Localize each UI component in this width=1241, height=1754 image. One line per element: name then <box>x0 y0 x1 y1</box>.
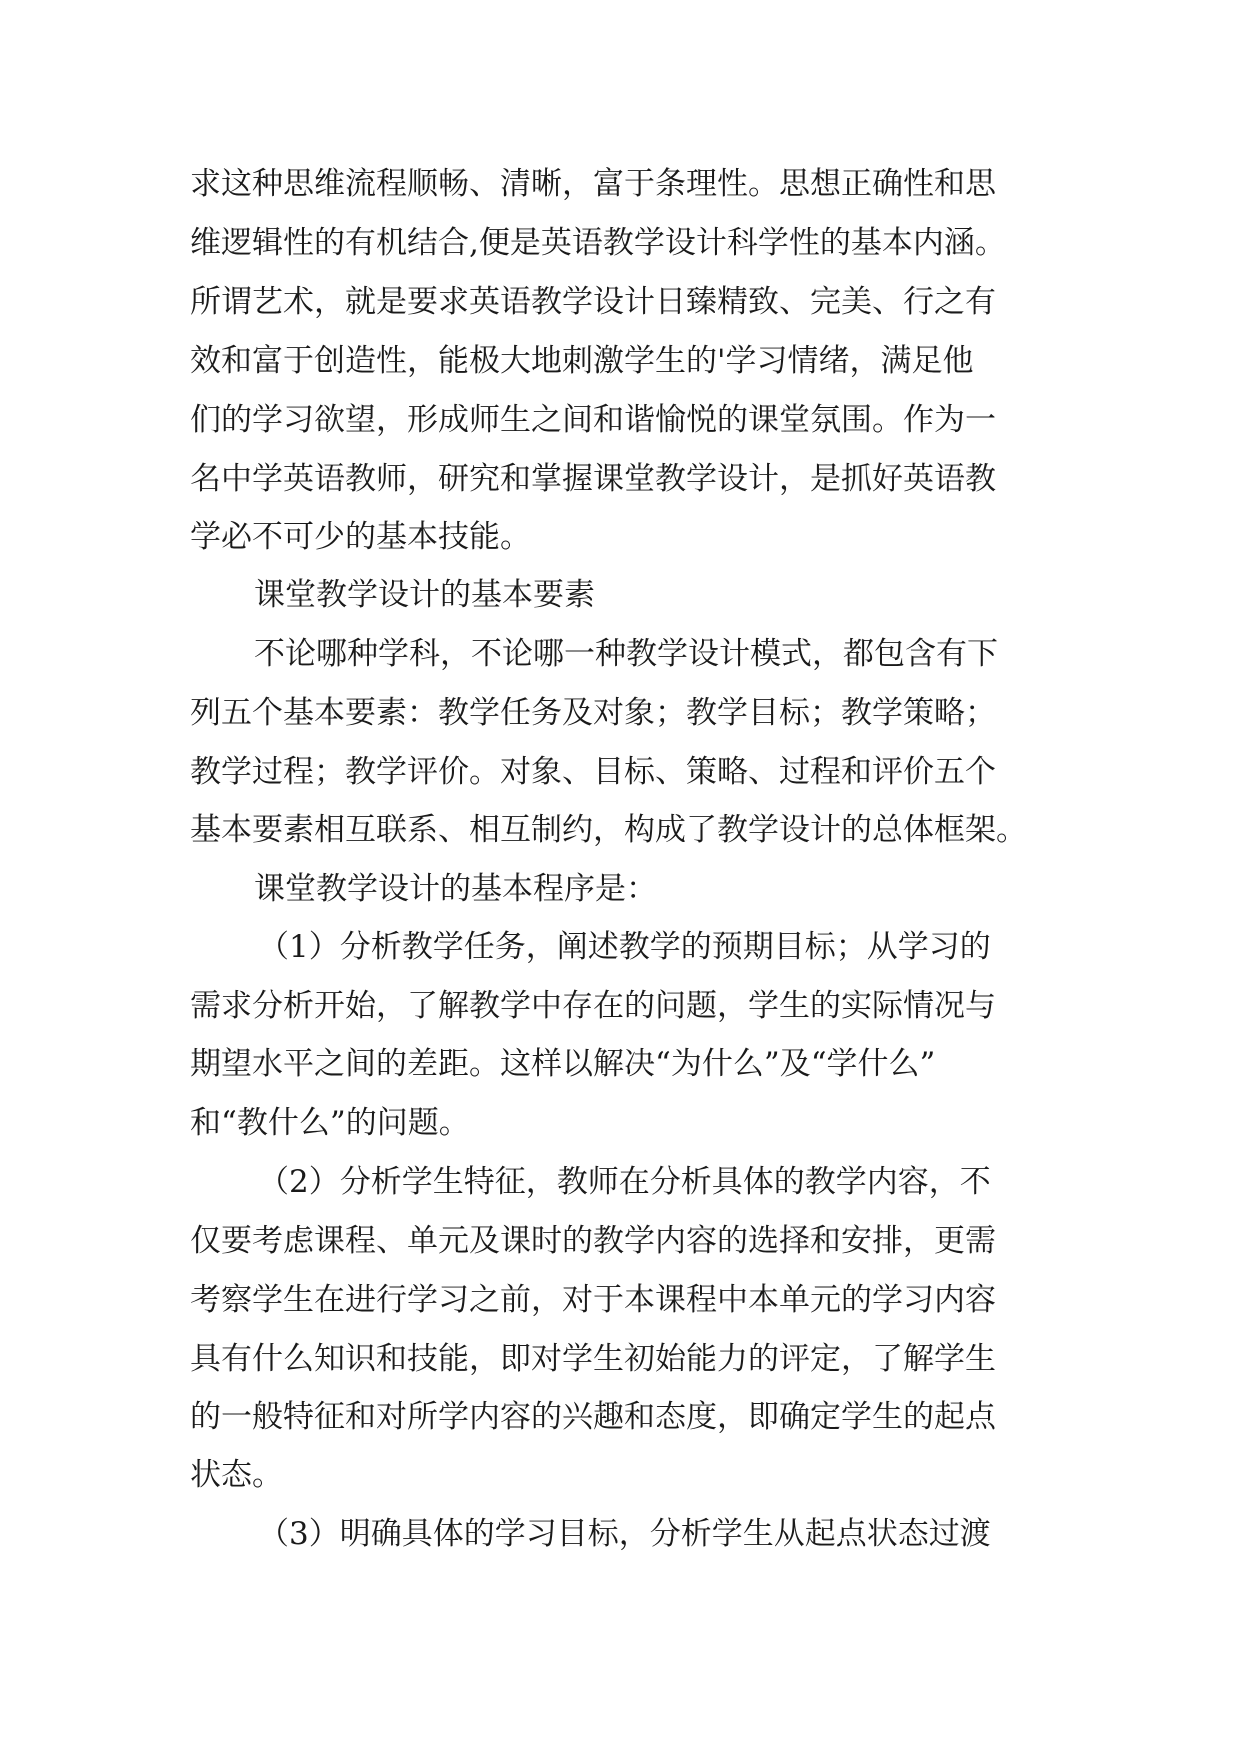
body-text-line: 所谓艺术，就是要求英语教学设计日臻精致、完美、行之有 <box>190 284 996 320</box>
body-text-line: 列五个基本要素：教学任务及对象；教学目标；教学策略； <box>190 695 996 731</box>
body-text-line: 教学过程；教学评价。对象、目标、策略、过程和评价五个 <box>190 754 996 790</box>
body-text-line: 基本要素相互联系、相互制约，构成了教学设计的总体框架。 <box>190 812 1027 848</box>
body-text-line: 课堂教学设计的基本程序是： <box>254 871 657 907</box>
body-text-line: 和“教什么”的问题。 <box>190 1105 470 1141</box>
body-text-line: 需求分析开始，了解教学中存在的问题，学生的实际情况与 <box>190 988 996 1024</box>
body-text-line: 们的学习欲望，形成师生之间和谐愉悦的课堂氛围。作为一 <box>190 402 996 438</box>
body-text-line: 仅要考虑课程、单元及课时的教学内容的选择和安排，更需 <box>190 1223 996 1259</box>
body-text-line: 维逻辑性的有机结合,便是英语教学设计科学性的基本内涵。 <box>190 225 1006 261</box>
numbered-item-line: （3）明确具体的学习目标，分析学生从起点状态过渡 <box>258 1516 991 1552</box>
body-text-line: 状态。 <box>190 1457 283 1493</box>
body-text-line: 求这种思维流程顺畅、清晰，富于条理性。思想正确性和思 <box>190 166 996 202</box>
section-heading: 课堂教学设计的基本要素 <box>254 577 595 613</box>
body-text-line: 效和富于创造性，能极大地刺激学生的'学习情绪，满足他 <box>190 343 974 379</box>
numbered-item-line: （1）分析教学任务，阐述教学的预期目标；从学习的 <box>258 929 991 965</box>
body-text-line: 考察学生在进行学习之前，对于本课程中本单元的学习内容 <box>190 1282 996 1318</box>
body-text-line: 学必不可少的基本技能。 <box>190 519 531 555</box>
body-text-line: 不论哪种学科，不论哪一种教学设计模式，都包含有下 <box>254 636 998 672</box>
body-text-line: 具有什么知识和技能，即对学生初始能力的评定，了解学生 <box>190 1341 996 1377</box>
numbered-item-line: （2）分析学生特征，教师在分析具体的教学内容，不 <box>258 1164 991 1200</box>
body-text-line: 的一般特征和对所学内容的兴趣和态度，即确定学生的起点 <box>190 1399 996 1435</box>
body-text-line: 名中学英语教师，研究和掌握课堂教学设计，是抓好英语教 <box>190 461 996 497</box>
body-text-line: 期望水平之间的差距。这样以解决“为什么”及“学什么” <box>190 1046 936 1082</box>
